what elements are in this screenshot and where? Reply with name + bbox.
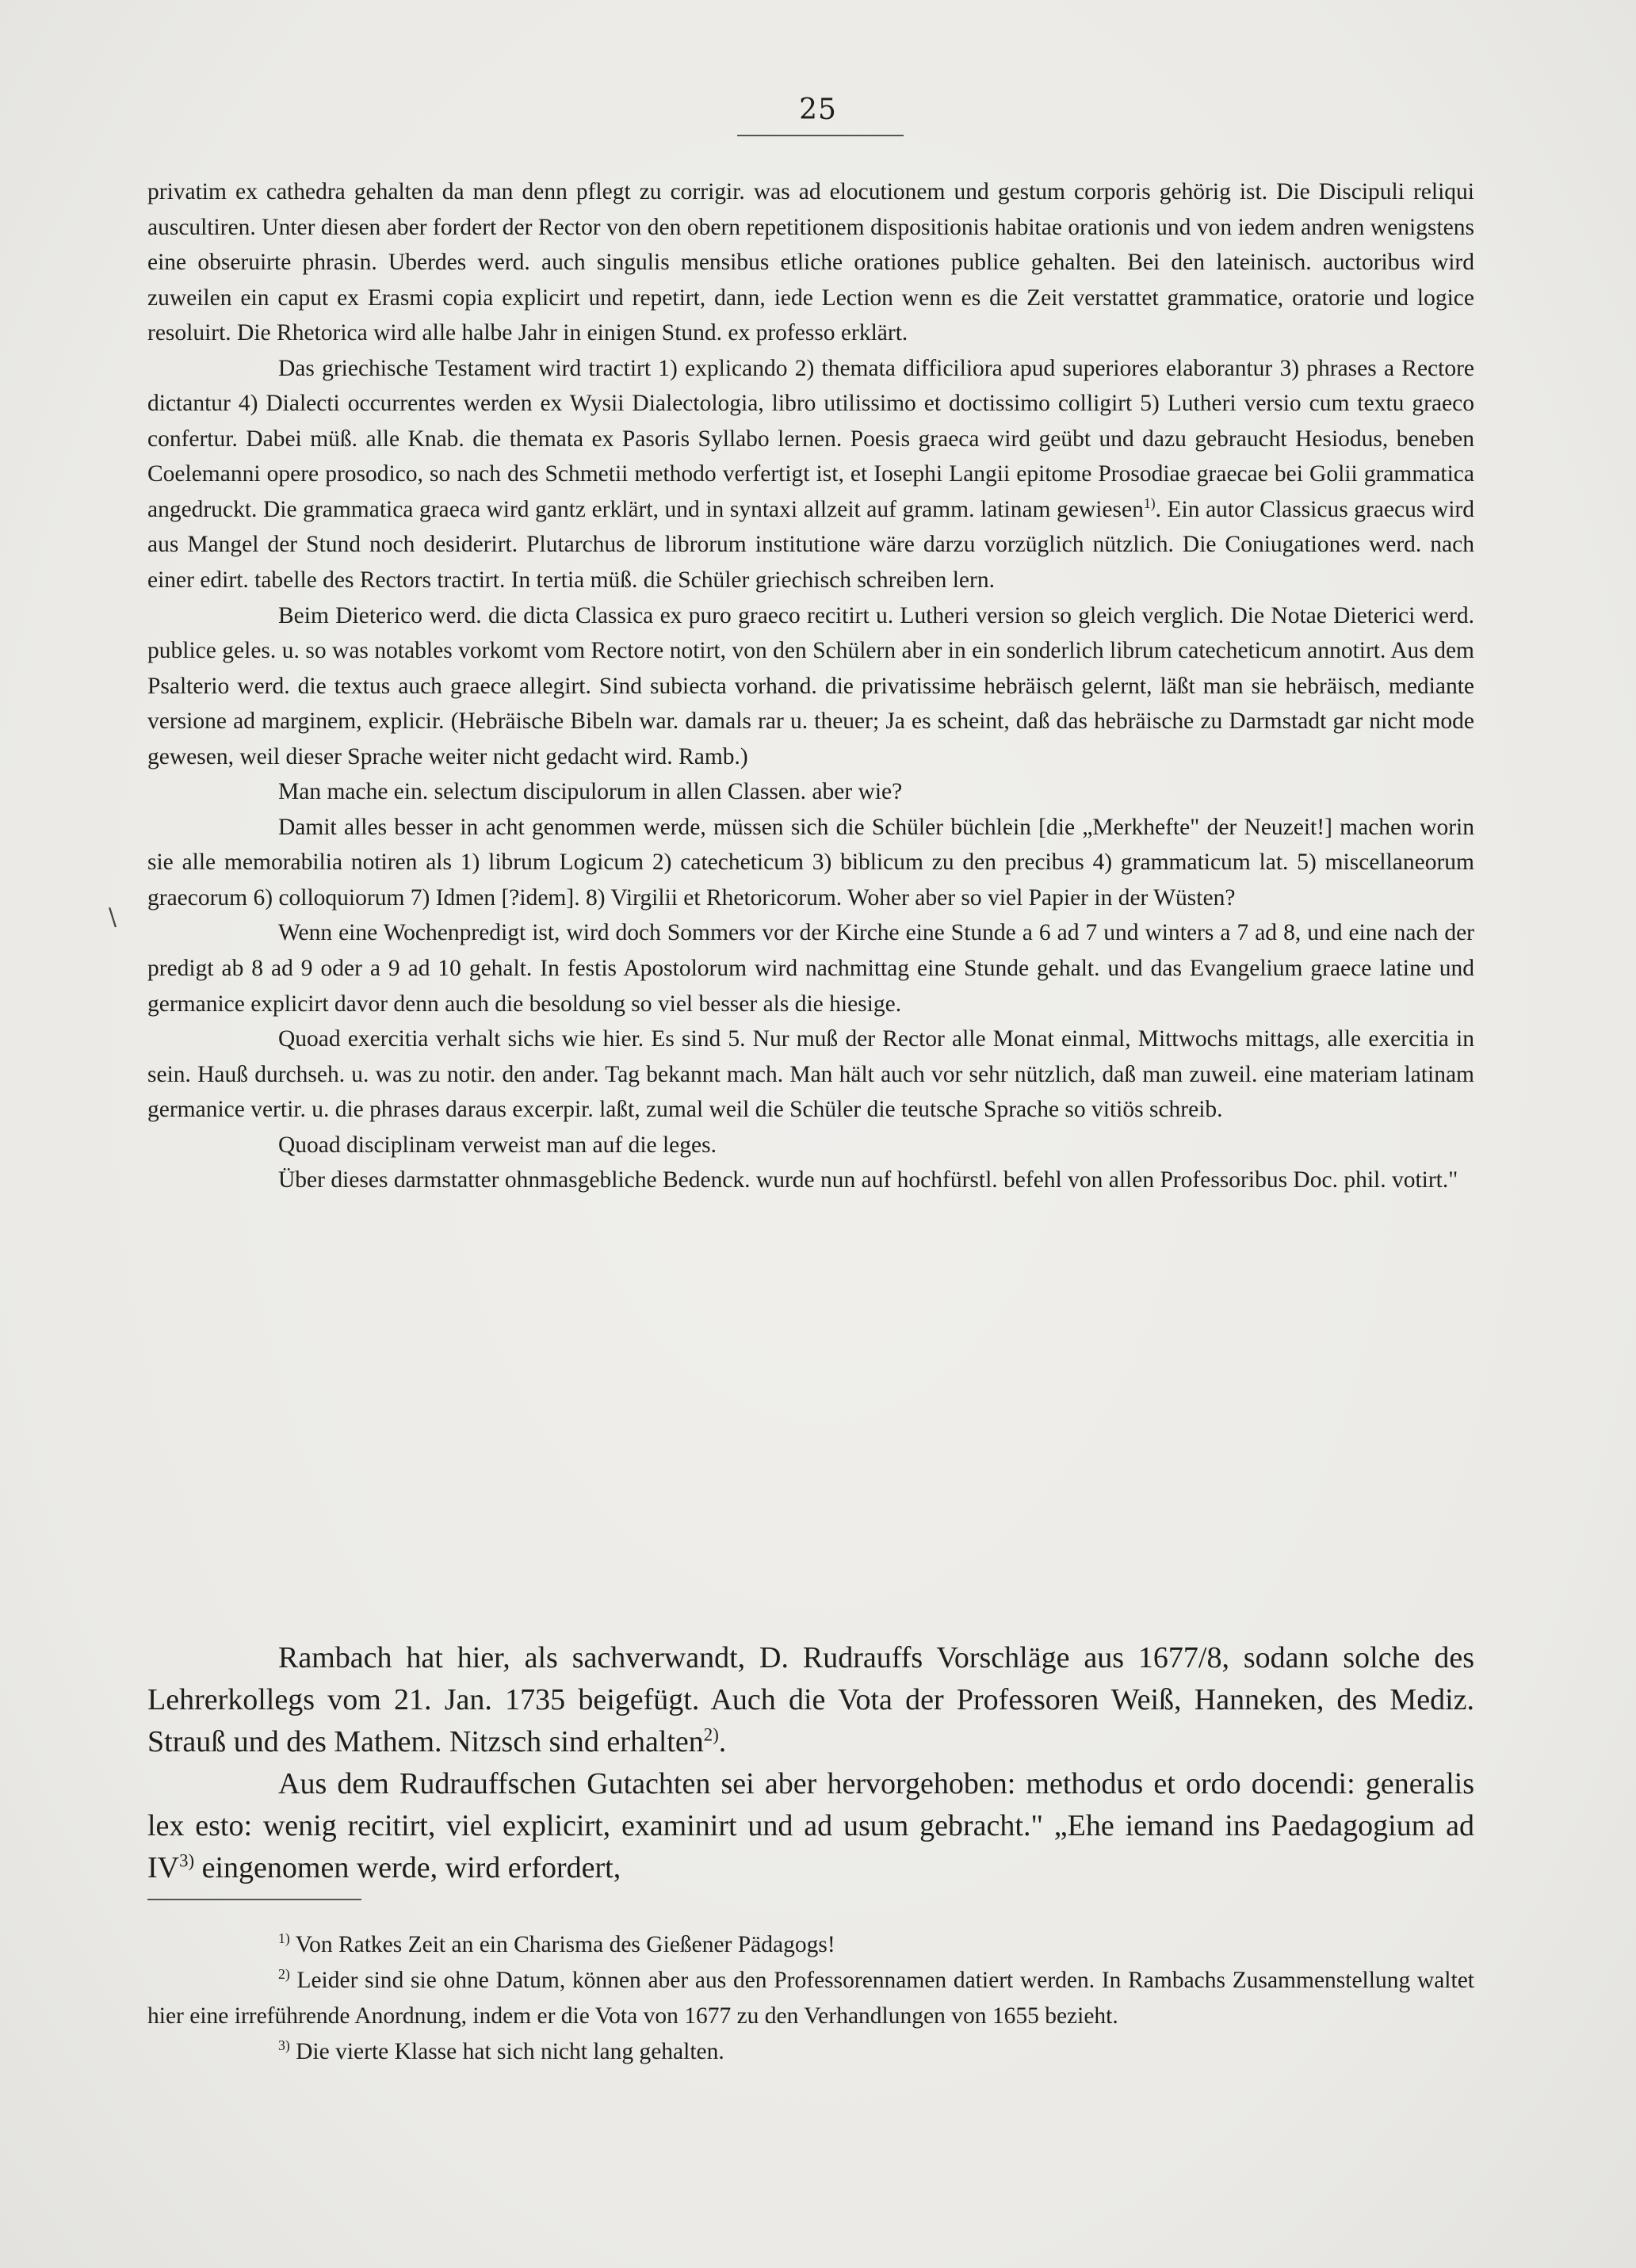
paragraph-greek-testament	[147, 351, 1474, 598]
paragraph-rhetorica: privatim ex cathedra gehalten da man denn pflegt zu corrigir. was ad elocutionem und gestum corporis gehörig ist. Die Discipuli reliqui auscultiren. Unter diesen aber fordert der Rector von den obern repetitionem dispositionis habitae orationis und von iedem andren wenigstens eine obseruirte phrasin. Uberdes werd. auch singulis mensibus etliche orationes publice gehalten. Bei den lateinisch. auctoribus wird zuweilen ein caput ex Erasmi copia explicirt und repetirt, dann, iede Lection wenn es die Zeit verstattet grammatice, oratorie und logice resoluirt. Die Rhetorica wird alle halbe Jahr in einigen Stund. ex professo erklärt.	[147, 179, 1474, 346]
footnote-ref-1: 1)	[1143, 495, 1156, 512]
footnote-1	[147, 1927, 1474, 1963]
paragraph-wochenpredigt: Wenn eine Wochenpredigt ist, wird doch Sommers vor der Kirche eine Stunde a 6 ad 7 und winters a 7 ad 8, und eine nach der predigt ab 8 ad 9 oder a 9 ad 10 gehalt. In festis Apostolorum wird nachmittag eine Stunde gehalt. und das Evangelium graece latine und germanice explicirt davor denn auch die besoldung so viel besser als die hiesige.	[147, 920, 1474, 1017]
paragraph-merkhefte: Damit alles besser in acht genommen werde, müssen sich die Schüler büchlein [die „Merkhefte" der Neuzeit!] machen worin sie alle memorabilia notiren als 1) librum Logicum 2) catecheticum 3) biblicum zu den precibus 4) grammaticum lat. 5) miscellaneorum graecorum 6) colloquiorum 7) Idmen [?idem]. 8) Virgilii et Rhetoricorum. Woher aber so viel Papier in der Wüsten?	[147, 814, 1474, 911]
footnote-separator	[147, 1899, 361, 1900]
page-number-rule	[737, 135, 904, 136]
footnote-1-mark: 1)	[278, 1930, 290, 1947]
main-text-block	[147, 174, 1474, 1198]
paragraph-exercitia: Quoad exercitia verhalt sichs wie hier. Es sind 5. Nur muß der Rector alle Monat einmal, Mittwochs mittags, alle exercitia in sein. Hauß durchseh. u. was zu notir. den ander. Tag bekannt mach. Man hält auch vor sehr nützlich, daß man zuweil. eine materiam latinam germanice vertir. u. die phrases daraus excerpir. laßt, zumal weil die Schüler die teutsche Sprache so vitiös schreib.	[147, 1026, 1474, 1123]
footnote-2-mark: 2)	[278, 1966, 290, 1983]
paragraph-greek-testament-tail: . Ein autor Classicus graecus wird aus Mangel der Stund noch desiderirt. Plutarchus de librorum institutione wäre darzu vorzüglich nützlich. Die Coniugationes werd. nach einer edirt. tabelle des Rectors tractirt. In tertia müß. die Schüler griechisch schreiben lern.	[147, 496, 1474, 594]
footnote-1-text: Von Ratkes Zeit an ein Charisma des Gießener Pädagogs!	[289, 1932, 835, 1957]
paragraph-rudrauff-text: Aus dem Rudrauffschen Gutachten sei aber hervorgehoben: methodus et ordo docendi: generalis lex esto: wenig recitirt, viel explicirt, examinirt und ad usum gebracht." „Ehe iemand ins Paedagogium ad IV	[147, 1767, 1474, 1884]
footnote-3-text: Die vierte Klasse hat sich nicht lang gehalten.	[289, 2039, 724, 2064]
paragraph-disciplinam: Quoad disciplinam verweist man auf die leges.	[278, 1132, 717, 1158]
footnote-3	[147, 2034, 1474, 2070]
footnote-2	[147, 1963, 1474, 2034]
paragraph-rambach	[147, 1637, 1474, 1763]
page-number: 25	[799, 94, 837, 126]
footnotes	[147, 1927, 1474, 2070]
commentary-text-block	[147, 1637, 1474, 1889]
paragraph-selectum: Man mache ein. selectum discipulorum in allen Classen. aber wie?	[278, 779, 903, 805]
footnote-ref-2: 2)	[703, 1724, 719, 1745]
paragraph-greek-testament-text: Das griechische Testament wird tractirt 1) explicando 2) themata difficiliora apud superiores elaborantur 3) phrases a Rectore dictantur 4) Dialecti occurrentes werden ex Wysii Dialectologia, libro utilissimo et doctissimo colligirt 5) Lutheri versio cum textu graeco confertur. Dabei müß. alle Knab. die themata ex Pasoris Syllabo lernen. Poesis graeca wird geübt und dazu gebraucht Hesiodus, beneben Coelemanni opere prosodico, so nach des Schmetii methodo verfertigt ist, et Iosephi Langii epitome Prosodiae graecae bei Golii grammatica angedruckt. Die grammatica graeca wird gantz erklärt, und in syntaxi allzeit auf gramm. latinam gewiesen	[147, 355, 1474, 522]
paragraph-rudrauff	[147, 1763, 1474, 1889]
paragraph-votirt: Über dieses darmstatter ohnmasgebliche Bedenck. wurde nun auf hochfürstl. befehl von allen Professoribus Doc. phil. votirt."	[278, 1167, 1458, 1193]
paragraph-rambach-end: .	[718, 1725, 727, 1758]
paragraph-dieterico: Beim Dieterico werd. die dicta Classica ex puro graeco recitirt u. Lutheri version so gleich verglich. Die Notae Dieterici werd. publice geles. u. so was notables vorkomt vom Rectore notirt, von den Schülern aber in ein sonderlich librum catecheticum annotirt. Aus dem Psalterio werd. die textus auch graece allegirt. Sind subiecta vorhand. die privatissime hebräisch gelernt, läßt man sie hebräisch, mediante versione ad marginem, explicir. (Hebräische Bibeln war. damals rar u. theuer; Ja es scheint, daß das hebräische zu Darmstadt gar nicht mode gewesen, weil dieser Sprache weiter nicht gedacht wird. Ramb.)	[147, 602, 1474, 769]
footnote-ref-3: 3)	[179, 1850, 195, 1871]
footnote-2-text: Leider sind sie ohne Datum, können aber aus den Professorennamen datiert werden. In Rambachs Zusammenstellung waltet hier eine irreführende Anordnung, indem er die Vota von 1677 zu den Verhandlungen von 1655 bezieht.	[147, 1968, 1474, 2029]
margin-mark: \	[109, 903, 117, 931]
paragraph-rudrauff-end: eingenomen werde, wird erfordert,	[194, 1851, 621, 1884]
paragraph-rambach-text: Rambach hat hier, als sachverwandt, D. Rudrauffs Vorschläge aus 1677/8, sodann solche des Lehrerkollegs vom 21. Jan. 1735 beigefügt. Auch die Vota der Professoren Weiß, Hanneken, des Mediz. Strauß und des Mathem. Nitzsch sind erhalten	[147, 1641, 1474, 1758]
footnote-3-mark: 3)	[278, 2037, 290, 2054]
